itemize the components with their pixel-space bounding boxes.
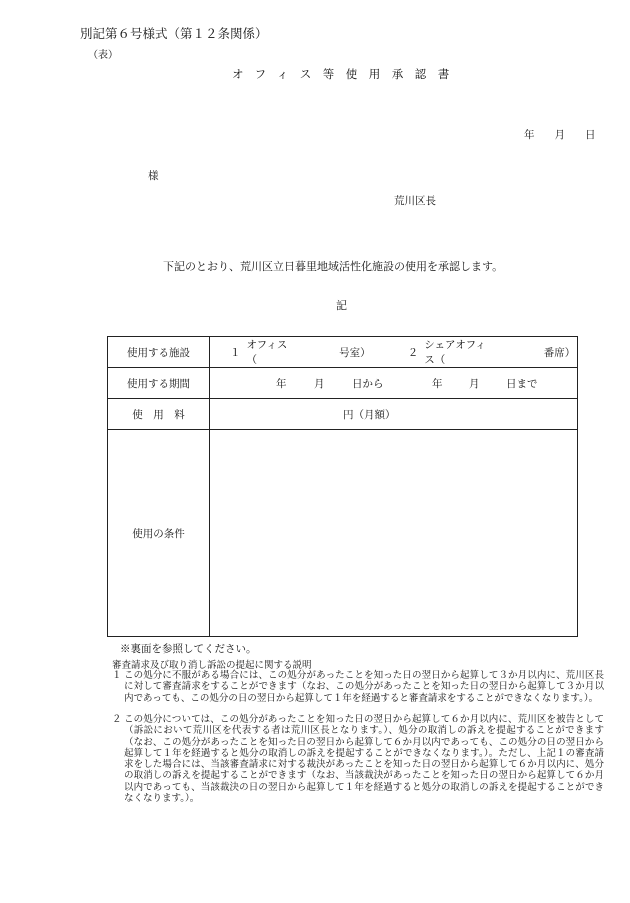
notes-heading: 審査請求及び取り消し訴訟の提起に関する説明 [112, 660, 312, 671]
period-from-year: 年 [276, 377, 287, 390]
notice-number: ２ [112, 714, 122, 725]
facility-row [108, 337, 578, 368]
approval-statement: 下記のとおり、荒川区立日暮里地域活性化施設の使用を承認します。 [163, 260, 504, 273]
period-to-month: 月 [469, 377, 480, 390]
ki-heading: 記 [336, 299, 347, 312]
facility-option1-unit: 号室） [339, 346, 371, 359]
period-to-year: 年 [432, 377, 443, 390]
period-from-month: 月 [314, 377, 325, 390]
notice-text: この処分に不服がある場合には、この処分があったことを知った日の翌日から起算して３か月以内に、荒川区長に対して審査請求をすることができます（なお、この処分があったことを知った日の翌日から起算して３か月以内であっても、この処分の日の翌日から起算して１年を経過すると審査請求をすることができなくなります。）。 [124, 670, 604, 704]
notice-item [112, 670, 604, 704]
facility-option1-num: １ [230, 346, 241, 359]
period-from-day: 日から [352, 377, 384, 390]
issuer-name: 荒川区長 [394, 195, 436, 207]
period-cell [210, 368, 578, 399]
period-to-day: 日まで [506, 377, 538, 390]
front-label: （表） [88, 50, 118, 61]
document-title: オフィス等使用承認書 [232, 67, 461, 81]
period-label: 使用する期間 [108, 368, 210, 399]
period-row [108, 368, 578, 399]
notice-text: この処分については、この処分があったことを知った日の翌日から起算して６か月以内に、荒川区を被告として（訴訟において荒川区を代表する者は荒川区長となります。）、処分の取消しの訴えを提起することができます（なお、この処分があったことを知った日の翌日から起算して６か月以内であっても、この処分の日の翌日から起算して１年を経過すると処分の取消しの訴えを提起することができなくなります。）。ただし、上記１の審査請求をした場合には、当該審査請求に対する裁決があったことを知った日の翌日から起算して６か月以内に、処分の取消しの訴えを提起することができます（なお、当該裁決があったことを知った日の翌日から起算して６か月以内であっても、当該裁決の日の翌日から起算して１年を経過すると処分の取消しの訴えを提起することができなくなります。）。 [124, 714, 604, 805]
addressee-suffix: 様 [148, 170, 159, 182]
facility-option2-num: ２ [407, 346, 419, 359]
form-number: 別記第６号様式（第１２条関係） [80, 26, 268, 41]
date-year: 年 [524, 129, 535, 141]
facility-label: 使用する施設 [108, 337, 210, 368]
notice-item [112, 714, 604, 804]
fee-value: 円（月額） [210, 399, 578, 430]
notice-number: １ [112, 670, 122, 681]
fee-row [108, 399, 578, 430]
date-day: 日 [585, 129, 596, 141]
date-month: 月 [554, 129, 565, 141]
date-line [524, 127, 596, 142]
facility-option1-name: オフィス（ [246, 339, 288, 366]
conditions-value [210, 430, 578, 637]
facility-cell [210, 337, 578, 368]
conditions-row [108, 430, 578, 637]
facility-option2-unit: 番席） [543, 346, 576, 359]
facility-option2-name: シェアオフィス（ [424, 339, 486, 366]
fee-label: 使 用 料 [108, 399, 210, 430]
conditions-label: 使用の条件 [108, 430, 210, 637]
reverse-side-note: ※裏面を参照してください。 [120, 643, 257, 655]
approval-table [107, 336, 578, 637]
